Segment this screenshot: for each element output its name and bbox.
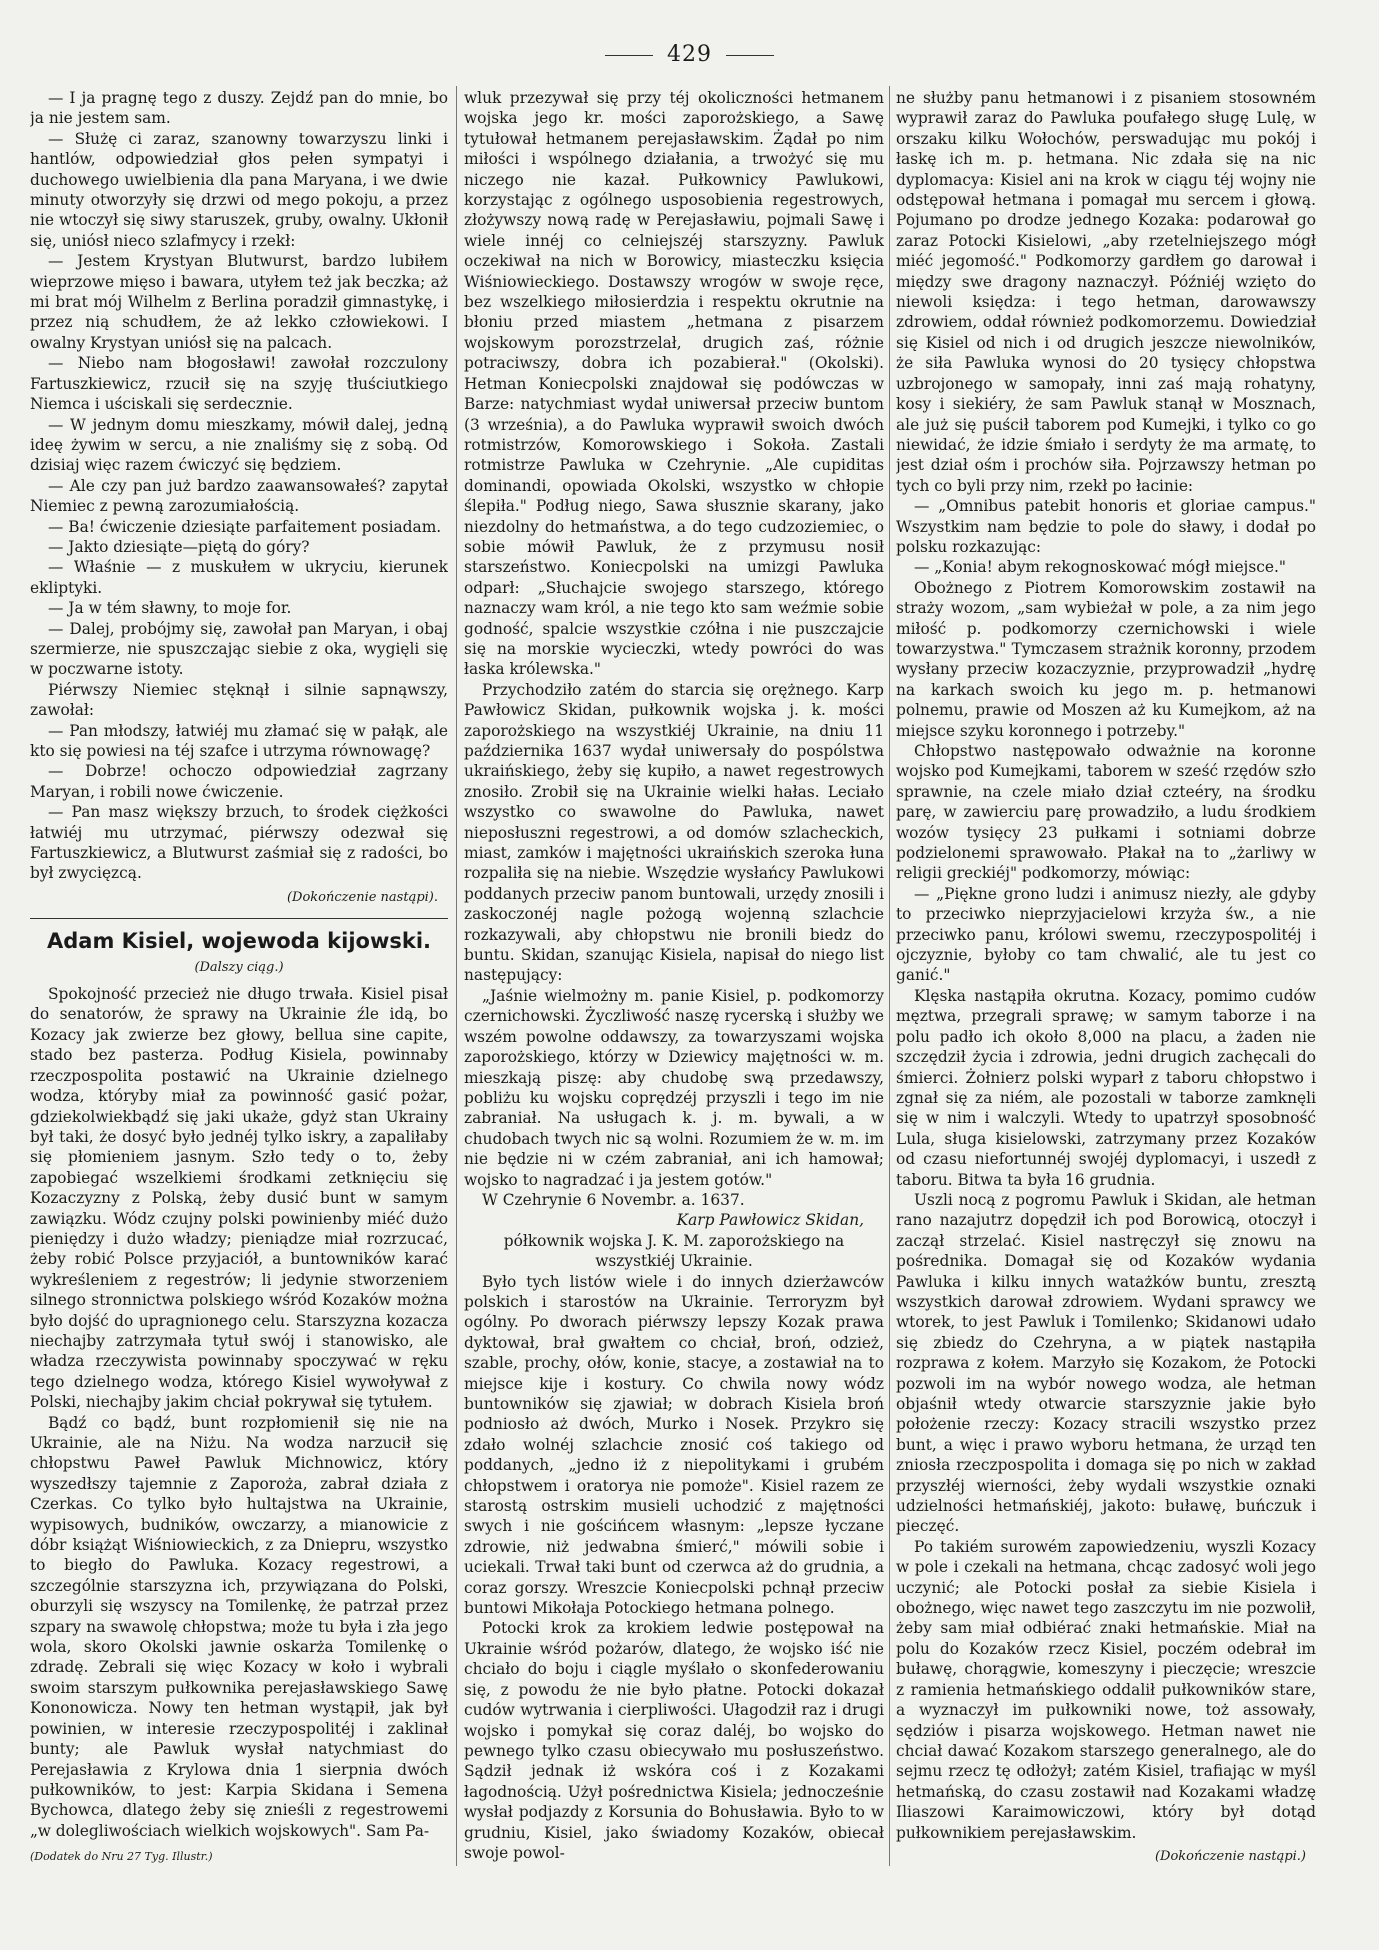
column-1 bbox=[30, 88, 448, 1868]
article-subtitle: (Dalszy ciąg.) bbox=[194, 959, 284, 975]
paragraph: Potocki krok za krokiem ledwie postępował na Ukrainie wśród pożarów, dlatego, że wojsko iść nie chciało do boju i ciągle myślało o skonfederowaniu się, z powodu że nie było płatne. Potocki dokazał cudów wytrwania i cierpliwości. Ułagodził raz i drugi wojsko i pomykał się coraz daléj, bo wojsko do pewnego tylko czasu obiecywało mu posłuszeństwo. Sądził jednak iż wskóra coś i z Kozakami łagodnością. Użył pośrednictwa Kisiela; jednocześnie wysłał podjazdy z Korsunia do Bohusławia. Było to w grudniu, Kisiel, jako świadomy Kozaków, obiecał swoje powol- bbox=[464, 1619, 884, 1862]
paragraph: Przychodziło zatém do starcia się orężnego. Karp Pawłowicz Skidan, pułkownik wojska j. k. mości zaporożskiego na wszystkiéj Ukrainie, na dniu 11 października 1637 wydał uniwersały do pospólstwa ukraińskiego, żeby się kupiło, a nawet regestrowych znosiło. Zrobił się na Ukrainie wielki hałas. Leciało wszystko co swawolne do Pawluka, nawet nieposłuszni regestrowi, a od domów szlacheckich, miast, zamków i majętności ukraińskich szeroka łuna rozpaliła się na niebie. Wszędzie wysłańcy Pawlukowi poddanych przeciw panom buntowali, urzędy znosili i zaskoczonéj nagle pożogą wojenną szlachcie rozkazywali, aby chłopstwu nie bronili biedz do buntu. Skidan, szanując Kisiela, napisał do niego list następujący: bbox=[464, 680, 884, 985]
paragraph: Było tych listów wiele i do innych dzierżawców polskich i starostów na Ukrainie. Terroryzm był ogólny. Po dworach piérwszy lepszy Kozak prawa dyktował, brał gwałtem co chciał, broń, odzież, szable, prochy, ołów, konie, stacye, a zostawiał na to miejsce kije i kostury. Co chwila nowy wódz buntowników się zjawiał; w dobrach Kisiela broń podniosło aż dwóch, Murko i Nosek. Przykro się zdało wolnéj szlachcie znosić coś takiego od poddanych, „jedno iż z niepolitykami i grubém chłopstwem i oratorya nie pomoże". Kisiel razem ze starostą ostrskim musieli uchodzić z majętności swych i nie gościńcem własnym: „lepsze łyczane zdrowie, niż jedwabna śmierć," mówili sobie i uciekali. Trwał taki bunt od czerwca aż do grudnia, a coraz gorszy. Wreszcie Koniecpolski pchnął przeciw buntowi Mikołaja Potockiego hetmana polnego. bbox=[464, 1272, 884, 1618]
paragraph: — „Piękne grono ludzi i animusz niezły, ale gdyby to przeciwko nieprzyjacielowi krzyża św., a nie przeciwko panu, królowi swemu, rzeczypospolitéj i ojczyznie, byłoby co tam chwalić, ale tu jest co ganić." bbox=[896, 884, 1316, 985]
paragraph: Bądź co bądź, bunt rozpłomienił się nie na Ukrainie, ale na Niżu. Na wodza narzucił się chłopstwu Paweł Pawluk Michnowicz, który wyszedłszy tajemnie z Zaporoża, zabrał działa z Czerkas. Co tylko było hultajstwa na Ukrainie, wypisowych, budników, owczarzy, a mianowicie z dóbr książąt Wiśniowieckich, z za Dniepru, wszystko to biegło do Pawluka. Kozacy regestrowi, a szczególnie starszyzna ich, przywiązana do Polski, oburzyli się wszyscy na Tomilenkę, że patrzał przez szpary na swawolę chłopstwa; może tu była i zła jego wola, skoro Okolski jawnie oskarża Tomilenkę o zdradę. Zebrali się więc Kozacy w koło i wybrali swoim starszym pułkownika perejasławskiego Sawę Kononowicza. Nowy ten hetman wystąpił, jak był powinien, w interesie rzeczypospolitéj i zaklinał bunty; ale Pawluk wysłał natychmiast do Perejasławia z Krylowa dnia 1 sierpnia dwóch pułkowników, to jest: Karpia Skidana i Semena Bychowca, dlatego żeby się znieśli z regestrowemi „w dolegliwościach wielkich wojskowych". Sam Pa- bbox=[30, 1413, 448, 1840]
section-separator bbox=[30, 918, 448, 919]
paragraph: — I ja pragnę tego z duszy. Zejdź pan do mnie, bo ja nie jestem sam. bbox=[30, 89, 448, 128]
paragraph: — Ja w tém sławny, to moje for. bbox=[48, 599, 292, 618]
paragraph: Po takiém surowém zapowiedzeniu, wyszli Kozacy w pole i czekali na hetmana, chcąc zadosyć woli jego uczynić; ale Potocki posłał za siebie Kisiela i obożnego, więc nawet tego zaszczytu im nie pozwolił, żeby sam miał odbiérać znaki hetmańskie. Miał na polu do Kozaków rzecz Kisiel, poczém odebrał im buławę, chorągwie, komeszyny i pieczęcie; wreszcie z ramienia hetmańskiego oddalił pułkowników stare, a wyznaczył im pułkowniki nowe, toż assowały, sędziów i pisarza wojskowego. Hetman nawet nie chciał dawać Kozakom starszego generalnego, ale do sejmu rzecz tę odłożył; zatém Kisiel, trafiając w myśl hetmańską, do czasu zostawił nad Kozakami władzę Iliaszowi Karaimowiczowi, który był dotąd pułkownikiem perejasławskim. bbox=[896, 1537, 1316, 1842]
footnote: (Dodatek do Nru 27 Tyg. Illustr.) bbox=[30, 1850, 213, 1864]
paragraph: Chłopstwo następowało odważnie na koronne wojsko pod Kumejkami, taborem w sześć rzędów szło sprawnie, na czele miało dział czteéry, na środku parę, w zawierciu parę prowadziło, a ludu środkiem wozów tysięcy 23 pułkami i sotniami dobrze podzielonemi sprawowało. Płakał na to „żarliwy w religii greckiéj" podkomorzy, mówiąc: bbox=[896, 742, 1316, 883]
header-dash-right bbox=[726, 55, 774, 56]
paragraph: — Pan masz większy brzuch, to środek ciężkości łatwiéj mu utrzymać, piérwszy odezwał się Fartuszkiewicz, a Blutwurst zaśmiał się z radości, bo był zwycięzcą. bbox=[30, 803, 448, 883]
paragraph: — „Omnibus patebit honoris et gloriae campus." Wszystkim nam będzie to pole do sławy, i dodał po polsku rozkazując: bbox=[896, 497, 1316, 556]
article-title: Adam Kisiel, wojewoda kijowski. bbox=[47, 929, 431, 954]
paragraph: — Ba! ćwiczenie dziesiąte parfaitement posiadam. bbox=[48, 517, 442, 536]
continuation-note: (Dokończenie nastąpi). bbox=[286, 889, 438, 905]
paragraph: W Czehrynie 6 Novembr. a. 1637. bbox=[482, 1190, 745, 1209]
paragraph: — Służę ci zaraz, szanowny towarzyszu linki i hantlów, odpowiedział głos pełen sympatyi i duchowego uwielbienia dla pana Maryana, i we dwie minuty otworzyły się drzwi od mego pokoju, a przez nie wtoczył się siwy staruszek, gruby, owalny. Ukłonił się, uniósł nieco szlafmycy i rzekł: bbox=[30, 129, 448, 250]
page-number: 429 bbox=[667, 42, 712, 67]
paragraph: Spokojność przecież nie długo trwała. Kisiel pisał do senatorów, że sprawy na Ukrainie źle idą, bo Kozacy jak zwierze bez głowy, bellua sine capite, stado bez pasterza. Podług Kisiela, powinnaby rzeczpospolita postawić na Ukrainie dzielnego wodza, któryby miał za powinność gasić pożar, gdziekolwiekbądź się jaki ukaże, gdyż stan Ukrainy był taki, że dosyć było jednéj tylko iskry, a zapaliłaby się płomieniem jasnym. Szło tedy o to, żeby zapobiegać wszelkiemi środkami zetknięciu się Kozaczyzny z Polską, żeby dusić bunt w samym zawiązku. Wódz czujny polski powinienby miéć dużo pieniędzy i dużo władzy; pieniądze miał rozrzucać, żeby robić Polsce przyjaciół, a buntowników karać wykreśleniem z regestrów; li jedynie stworzeniem silnego stronnictwa polskiego wśród Kozaków można było dojść do upragnionego celu. Starszyzna kozacza niechajby zatrzymała tytuł swój i stanowisko, ale władza rzeczywista powinnaby spoczywać w ręku tego dzielnego wodza, którego Kisiel wywoływał z Polski, niechajby jakim chciał pokrywał się tytułem. bbox=[30, 985, 448, 1412]
letter-signature: Karp Pawłowicz Skidan, bbox=[676, 1211, 864, 1230]
paragraph: ne służby panu hetmanowi i z pisaniem stosowném wyprawił zaraz do Pawluka poufałego sługę Lulę, w orszaku kilku Wołochów, perswadując mu pokój i łaskę ich m. p. hetmana. Nic zdała się na nic dyplomacya: Kisiel ani na krok w ciągu téj wojny nie odstępował hetmana i pomagał mu sercem i głową. Pojumano po drodze jednego Kozaka: podarował go zaraz Potocki Kisielowi, „aby rzetelniejszego mógł miéć jegomość." Podkomorzy gardłem go darował i między swe dragony naznaczył. Późniéj wzięto do niewoli księdza: i tego hetman, darowawszy zdrowiem, oddał również podkomorzemu. Dowiedział się Kisiel od nich i od drugich jeszcze niewolników, że siła Pawluka wynosi do 20 tysięcy chłopstwa uzbrojonego w samopały, inni zaś mają rohatyny, kosy i siekiéry, że sam Pawluk stanął w Mosznach, ale już się puścił taborem pod Kumejki, i tylko co go niewidać, że idzie śmiało i serdyty że ma armatę, to jest dział ośm i prochów siła. Pojrzawszy hetman po tych co byli przy nim, rzekł po łacinie: bbox=[896, 89, 1316, 495]
paragraph: — Dalej, probójmy się, zawołał pan Maryan, i obaj szermierze, nie spuszczając siebie z oka, wygięli się w poczwarne istoty. bbox=[30, 619, 448, 679]
column-rule-1 bbox=[456, 86, 457, 1866]
paragraph: — Właśnie — z muskułem w ukryciu, kierunek ekliptyki. bbox=[30, 558, 448, 597]
signature-role: półkownik wojska J. K. M. zaporożskiego na wszystkiéj Ukrainie. bbox=[503, 1231, 845, 1271]
paragraph: — Jestem Krystyan Blutwurst, bardzo lubiłem wieprzowe mięso i bawara, utyłem też jak beczka; aż mi brat mój Wilhelm z Berlina poradził gimnastykę, i przez nią schudłem, że aż lekko człowiekowi. I owalny Krystyan uniósł się na palcach. bbox=[30, 252, 448, 352]
paragraph: Piérwszy Niemiec stęknął i silnie sapnąwszy, zawołał: bbox=[30, 680, 448, 720]
column-rule-2 bbox=[889, 86, 890, 1866]
paragraph: — W jednym domu mieszkamy, mówił dalej, jedną ideę żywim w sercu, a nie znaliśmy się z sobą. Od dzisiaj więc razem ćwiczyć się będziem. bbox=[30, 415, 448, 475]
paragraph: „Jaśnie wielmożny m. panie Kisiel, p. podkomorzy czernichowski. Życzliwość naszę rycerską i służby we wszém powolne oddawszy, za towarzyszami wojska zaporożskiego, którzy w Dziewicy majętności w. m. mieszkają piszę: aby chudobę swą przedawszy, pobliżu ku wojsku coprędzéj przyszli i tego im nie zabraniał. Na usługach k. j. m. bywali, a w chudobach twych nic są wolni. Rozumiem że w. m. im nie będzie ni w czém zabraniał, ani ich hamował; wojsko to nagradzać i ja jestem gotów." bbox=[464, 986, 884, 1189]
page-header bbox=[0, 42, 1379, 67]
column-3 bbox=[896, 88, 1316, 1868]
column-2 bbox=[464, 88, 884, 1868]
paragraph: — Ale czy pan już bardzo zaawansowałeś? zapytał Niemiec z pewną zarozumiałością. bbox=[30, 476, 448, 516]
paragraph: — Jakto dziesiąte—piętą do góry? bbox=[48, 537, 310, 556]
paragraph: Obożnego z Piotrem Komorowskim zostawił na straży wozom, „sam wybieżał w pole, a za nim jego miłość p. podkomorzy czernichowski i wiele towarzystwa." Tymczasem strażnik koronny, przodem wysłany przeciw kozaczyznie, przyprowadził „hydrę na karkach swoich ku jego m. p. hetmanowi polnemu, prawie od Moszen aż ku Kumejkom, aż na miejsce szyku koronnego i potrzeby." bbox=[896, 578, 1316, 740]
paragraph: Uszli nocą z pogromu Pawluk i Skidan, ale hetman rano nazajutrz dopędził ich pod Borowicą, otoczył i zaczął strzelać. Kisiel nastręczył się znowu na pośrednika. Domagał się od Kozaków wydania Pawluka i kilku innych watażków buntu, zresztą wszystkich darował zdrowiem. Wydani sprawcy we wtorek, to jest Pawluk i Tomilenko; Skidanowi udało się zbiedz do Czehryna, a w piątek nastąpiła rozprawa z kołem. Marzyło się Kozakom, że Potocki pozwoli im na wybór nowego wodza, ale hetman objaśnił wtedy otwarcie starszyznie jakie było położenie rzeczy: Kozacy stracili wszystko przez bunt, a więc i prawo wyboru hetmana, że urząd ten zniosła rzeczpospolita i domaga się po nich w zakład przyszłéj wierności, żeby wydali wszystkie oznaki udzielności hetmańskiéj, jakoto: buławę, buńczuk i pieczęć. bbox=[896, 1190, 1316, 1536]
header-dash-left bbox=[605, 55, 653, 56]
paragraph: — Niebo nam błogosławi! zawołał rozczulony Fartuszkiewicz, rzucił się na szyję tłuściutkiego Niemca i uściskali się serdecznie. bbox=[30, 354, 448, 414]
continuation-note: (Dokończenie nastąpi.) bbox=[1154, 1848, 1306, 1864]
paragraph: Klęska nastąpiła okrutna. Kozacy, pomimo cudów męztwa, przegrali sprawę; w samym taborze i na polu padło ich około 8,000 na placu, a żaden nie szczędził życia i zdrowia, jedni drugich zachęcali do śmierci. Żołnierz polski wyparł z taboru chłopstwo i zgnał się za niém, ale pozostali w taborze zamknęli się w nim i walczyli. Wtedy to upatrzył sposobność Lula, sługa kisielowski, zatrzymany przez Kozaków od czasu niefortunnéj swojéj dyplomacyi, i uszedł z taboru. Bitwa ta była 16 grudnia. bbox=[896, 986, 1316, 1189]
paragraph: — Pan młodszy, łatwiéj mu złamać się w pałąk, ale kto się powiesi na téj szafce i utrzyma równowagę? bbox=[30, 721, 448, 760]
paragraph: — „Konia! abym rekognoskować mógł miejsce." bbox=[914, 558, 1286, 577]
paragraph: — Dobrze! ochoczo odpowiedział zagrzany Maryan, i robili nowe ćwiczenie. bbox=[30, 762, 448, 801]
paragraph: wluk przezywał się przy téj okoliczności hetmanem wojska jego kr. mości zaporożskiego, a Sawę tytułował hetmanem perejasławskim. Żądał po nim miłości i wspólnego działania, a trwożyć się mu niczego nie kazał. Pułkownicy Pawlukowi, korzystając z ogólnego usposobienia regestrowych, złożywszy nową radę w Perejasławiu, pojmali Sawę i wiele innéj co celniejszéj starszyzny. Pawluk oczekiwał na nich w Borowicy, miasteczku księcia Wiśniowieckiego. Dostawszy wrogów w swoje ręce, bez wszelkiego miłosierdzia i respektu okrutnie na błoniu przed miastem „hetmana z pisarzem wojskowym porozstrzelał, drugich zaś, różnie potraciwszy, dobra ich pozabierał." (Okolski). Hetman Koniecpolski znajdował się podówczas w Barze: natychmiast wydał uniwersał przeciw buntom (3 września), a do Pawluka wyprawił swoich dwóch rotmistrzów, Komorowskiego i Sokoła. Zastali rotmistrze Pawluka w Czehrynie. „Ale cupiditas dominandi, opowiada Okolski, wszystko w chłopie ślepiła." Podług niego, Sawa słusznie skarany, jako niezdolny do hetmaństwa, a do tego cudzoziemiec, o sobie mówił Pawluk, że z przymusu nosił starszeństwo. Koniecpolski na umizgi Pawluka odparł: „Słuchajcie swojego starszego, którego naznaczy wam król, a nie tego kto sam weźmie sobie godność, spalcie wszystkie czółna i nie puszczajcie się na morskie wycieczki, wtedy powróci do was łaska królewska." bbox=[464, 89, 884, 679]
